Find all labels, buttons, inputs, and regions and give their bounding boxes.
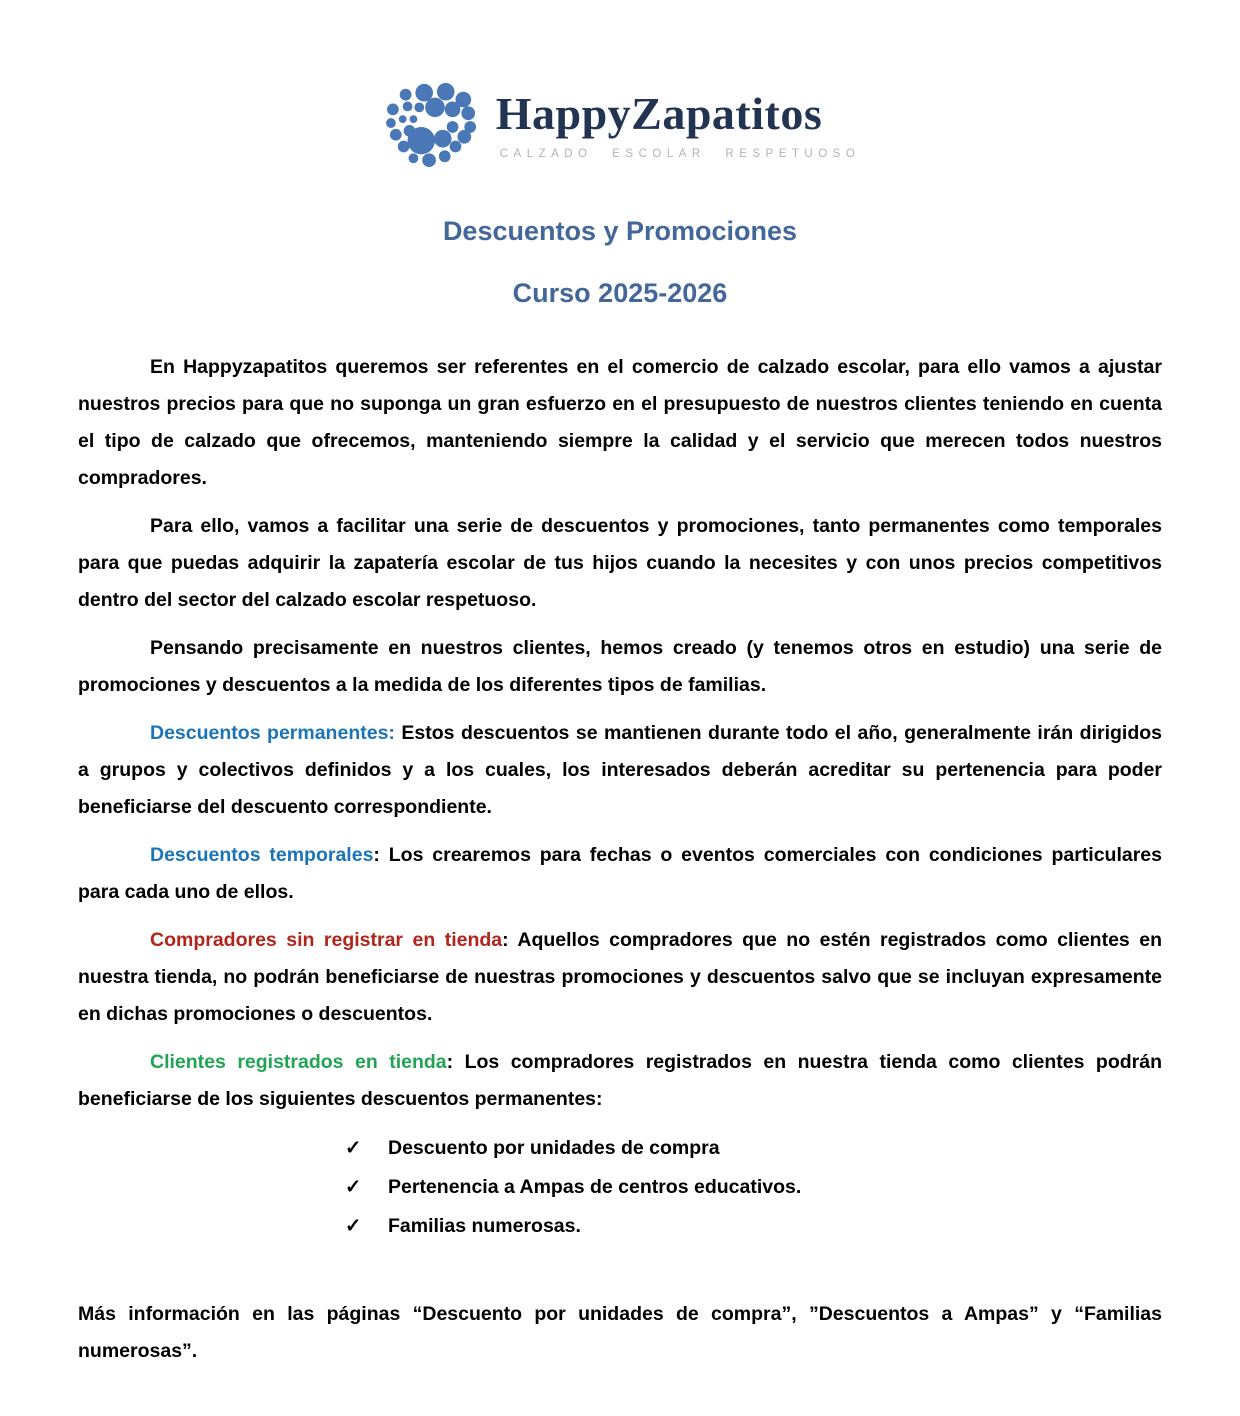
checkmark-icon: ✓ [345, 1215, 362, 1237]
para-intro: En Happyzapatitos queremos ser referentes en el comercio de calzado escolar, para ello vamos a ajustar nuestros precios para que no suponga un gran esfuerzo en el presupuesto de nuestros clientes teniendo en cuenta el tipo de calzado que ofrecemos, manteniendo siempre la calidad y el servicio que merecen todos nuestros compradores. [78, 356, 1162, 489]
para-registered-clients [78, 1044, 1162, 1118]
check-item [345, 1129, 1162, 1168]
brand-tagline: CALZADO ESCOLAR RESPETUOSO [499, 147, 861, 160]
discounts-checklist [345, 1129, 1162, 1246]
footer-note: Más información en las páginas “Descuento por unidades de compra”, ”Descuentos a Ampas” y “Familias numerosas”. [78, 1303, 1162, 1362]
checkmark-icon: ✓ [345, 1137, 362, 1159]
check-item [345, 1207, 1162, 1246]
registered-clients-text: : Los compradores registrados en nuestra tienda como clientes podrán beneficiarse de los siguientes descuentos permanentes: [78, 1051, 1162, 1110]
para-families: Pensando precisamente en nuestros clientes, hemos creado (y tenemos otros en estudio) una serie de promociones y descuentos a la medida de los diferentes tipos de familias. [78, 637, 1162, 696]
para-unregistered-buyers [78, 922, 1162, 1033]
logo [78, 0, 1162, 170]
temporary-discounts-text: : Los crearemos para fechas o eventos comerciales con condiciones particulares para cada uno de ellos. [78, 844, 1162, 903]
permanent-discounts-label: Descuentos permanentes: [150, 722, 395, 744]
temporary-discounts-label: Descuentos temporales [150, 844, 374, 866]
check-item-label: Pertenencia a Ampas de centros educativos. [388, 1176, 802, 1198]
check-item-label: Familias numerosas. [388, 1215, 581, 1237]
unregistered-buyers-label: Compradores sin registrar en tienda [150, 929, 503, 951]
para-permanent-discounts [78, 715, 1162, 826]
check-item-label: Descuento por unidades de compra [388, 1137, 720, 1159]
check-item [345, 1168, 1162, 1207]
logo-text [496, 90, 861, 159]
para-plan: Para ello, vamos a facilitar una serie de descuentos y promociones, tanto permanentes como temporales para que puedas adquirir la zapatería escolar de tus hijos cuando la necesites y con unos precios competitivos dentro del sector del calzado escolar respetuoso. [78, 515, 1162, 611]
brand-name: HappyZapatitos [495, 88, 823, 140]
logo-dots-icon [380, 80, 486, 170]
permanent-discounts-text: Estos descuentos se mantienen durante todo el año, generalmente irán dirigidos a grupos y colectivos definidos y a los cuales, los interesados deberán acreditar su pertenencia para poder beneficiarse del descuento correspondiente. [78, 722, 1162, 818]
unregistered-buyers-text: : Aquellos compradores que no estén registrados como clientes en nuestra tienda, no podrán beneficiarse de nuestras promociones y descuentos salvo que se incluyan expresamente en dichas promociones o descuentos. [78, 929, 1162, 1025]
checkmark-icon: ✓ [345, 1176, 362, 1198]
doc-subtitle: Curso 2025-2026 [512, 278, 728, 308]
para-temporary-discounts [78, 837, 1162, 911]
doc-title: Descuentos y Promociones [442, 216, 798, 246]
registered-clients-label: Clientes registrados en tienda [150, 1051, 447, 1073]
document-body [78, 349, 1162, 1370]
